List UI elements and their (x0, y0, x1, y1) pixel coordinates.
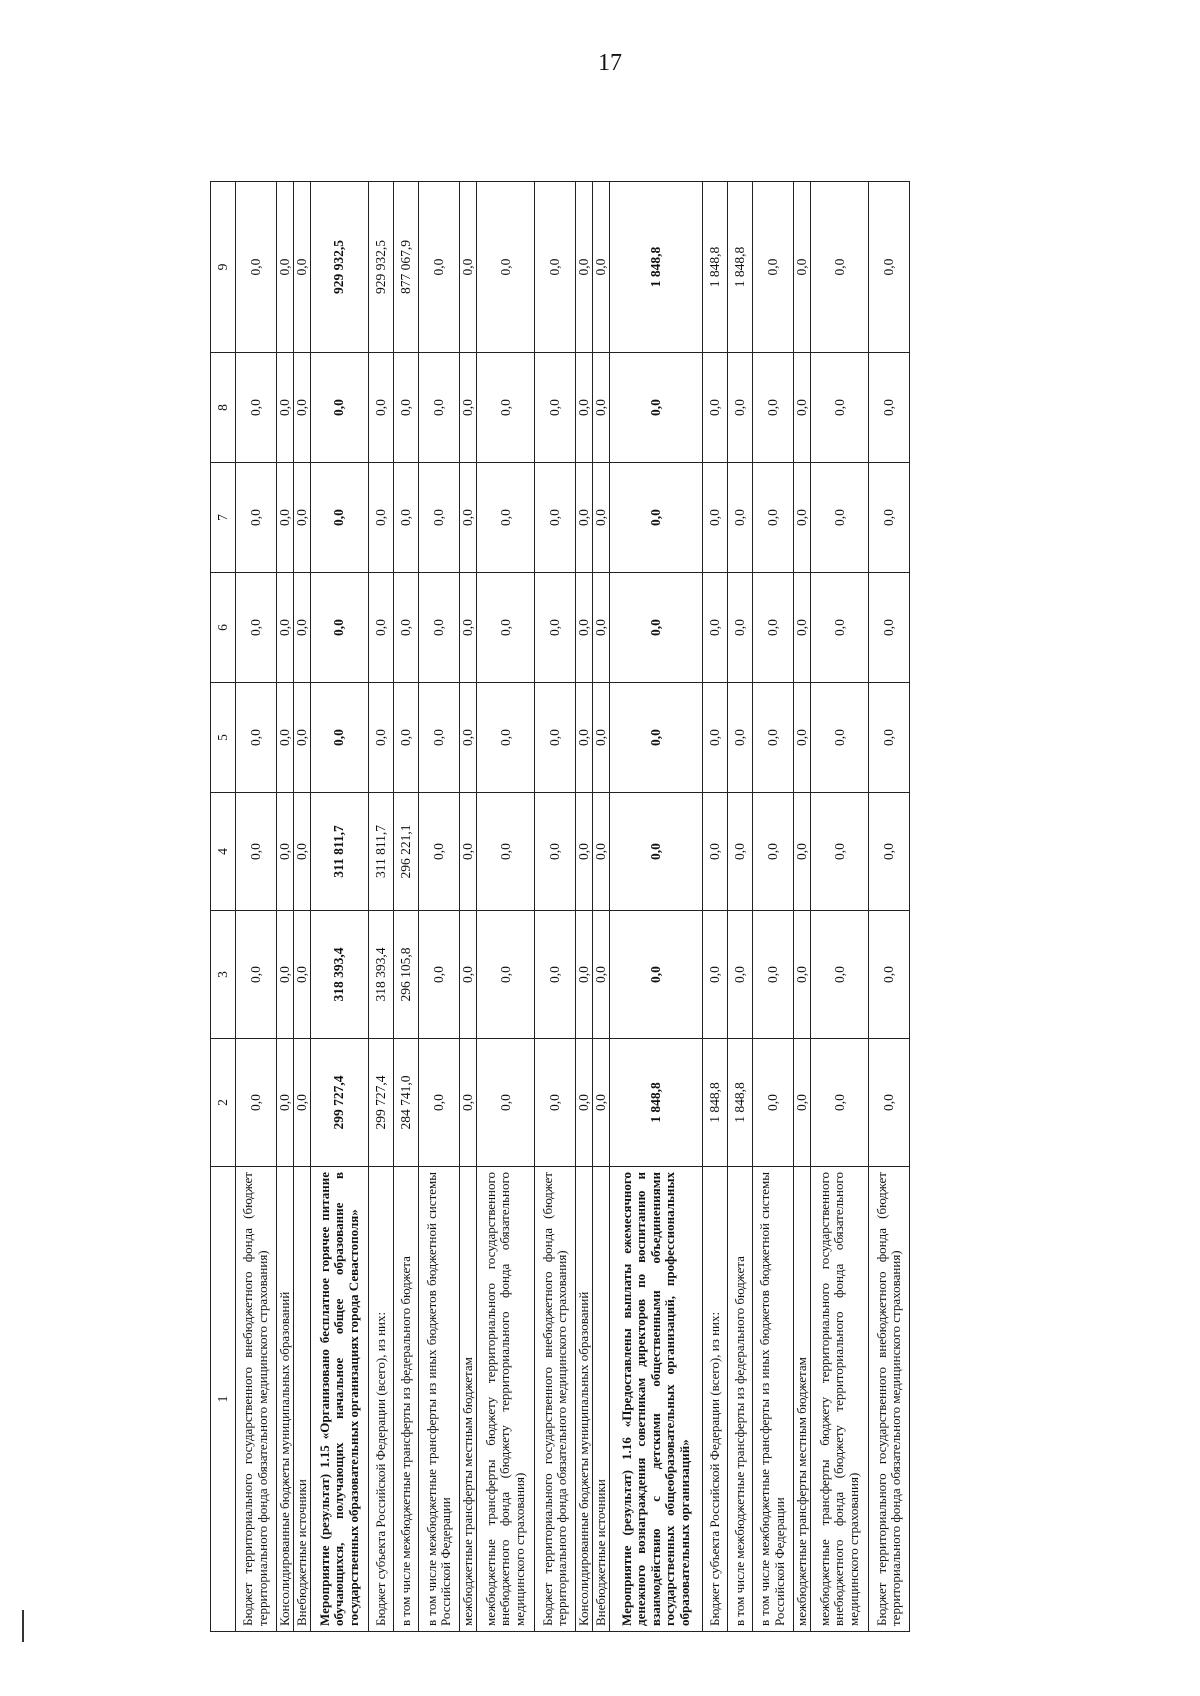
value-cell: 0,0 (459, 793, 476, 911)
value-cell: 0,0 (592, 463, 609, 573)
value-cell: 0,0 (793, 793, 810, 911)
value-cell: 0,0 (702, 683, 727, 793)
value-cell: 0,0 (810, 463, 868, 573)
value-cell: 0,0 (592, 1039, 609, 1167)
value-cell: 0,0 (728, 353, 753, 463)
value-cell: 0,0 (609, 463, 702, 573)
value-cell: 0,0 (810, 1039, 868, 1167)
value-cell: 0,0 (793, 683, 810, 793)
value-cell: 0,0 (276, 683, 293, 793)
value-cell: 0,0 (793, 182, 810, 353)
value-cell: 0,0 (575, 573, 592, 683)
value-cell: 0,0 (702, 573, 727, 683)
value-cell: 0,0 (575, 1039, 592, 1167)
row-label: Бюджет территориального государственного внебюджетного фонда (бюджет территориального фонда обязательного медицинского страхования) (535, 1167, 576, 1632)
value-cell: 0,0 (575, 353, 592, 463)
value-cell: 0,0 (236, 683, 277, 793)
value-cell: 0,0 (419, 1039, 460, 1167)
value-cell: 0,0 (592, 683, 609, 793)
row-label: в том числе межбюджетные трансферты из иных бюджетов бюджетной системы Российской Федерации (753, 1167, 794, 1632)
value-cell: 0,0 (293, 911, 310, 1039)
table-row (609, 182, 702, 1632)
value-cell: 0,0 (592, 353, 609, 463)
value-cell: 0,0 (476, 353, 534, 463)
value-cell: 0,0 (476, 463, 534, 573)
value-cell: 929 932,5 (310, 182, 368, 353)
value-cell: 0,0 (810, 182, 868, 353)
table-row (810, 182, 868, 1632)
value-cell: 0,0 (702, 793, 727, 911)
value-cell: 0,0 (293, 353, 310, 463)
value-cell: 0,0 (293, 182, 310, 353)
header-cell: 7 (211, 463, 236, 573)
table-row (276, 182, 293, 1632)
value-cell: 0,0 (394, 463, 419, 573)
value-cell: 0,0 (869, 793, 910, 911)
value-cell: 0,0 (236, 463, 277, 573)
value-cell: 0,0 (394, 353, 419, 463)
value-cell: 0,0 (810, 793, 868, 911)
value-cell: 0,0 (535, 1039, 576, 1167)
row-label: Внебюджетные источники (293, 1167, 310, 1632)
value-cell: 1 848,8 (728, 1039, 753, 1167)
value-cell: 0,0 (575, 463, 592, 573)
value-cell: 0,0 (810, 911, 868, 1039)
value-cell: 0,0 (293, 463, 310, 573)
value-cell: 0,0 (535, 353, 576, 463)
value-cell: 0,0 (753, 683, 794, 793)
table-row (293, 182, 310, 1632)
value-cell: 296 221,1 (394, 793, 419, 911)
value-cell: 0,0 (793, 573, 810, 683)
value-cell: 0,0 (575, 182, 592, 353)
value-cell: 0,0 (535, 573, 576, 683)
value-cell: 0,0 (810, 683, 868, 793)
row-label: Мероприятие (результат) 1.15 «Организовано бесплатное горячее питание обучающихся, получающих начальное общее образование в государственных образовательных организациях города Севастополя» (310, 1167, 368, 1632)
value-cell: 0,0 (753, 911, 794, 1039)
value-cell: 318 393,4 (368, 911, 393, 1039)
value-cell: 1 848,8 (609, 182, 702, 353)
page-number: 17 (598, 50, 622, 76)
value-cell: 0,0 (575, 793, 592, 911)
value-cell: 0,0 (310, 573, 368, 683)
value-cell: 0,0 (368, 683, 393, 793)
value-cell: 0,0 (276, 353, 293, 463)
value-cell: 0,0 (236, 353, 277, 463)
value-cell: 0,0 (609, 911, 702, 1039)
value-cell: 0,0 (476, 793, 534, 911)
value-cell: 311 811,7 (310, 793, 368, 911)
table-row (368, 182, 393, 1632)
value-cell: 0,0 (869, 683, 910, 793)
value-cell: 0,0 (419, 793, 460, 911)
value-cell: 0,0 (236, 911, 277, 1039)
value-cell: 0,0 (609, 683, 702, 793)
header-cell: 8 (211, 353, 236, 463)
value-cell: 0,0 (810, 353, 868, 463)
value-cell: 0,0 (702, 353, 727, 463)
value-cell: 0,0 (236, 1039, 277, 1167)
row-label: Бюджет субъекта Российской Федерации (всего), из них: (368, 1167, 393, 1632)
value-cell: 0,0 (459, 353, 476, 463)
value-cell: 0,0 (753, 463, 794, 573)
value-cell: 0,0 (310, 353, 368, 463)
value-cell: 0,0 (459, 683, 476, 793)
value-cell: 0,0 (753, 1039, 794, 1167)
row-label: Бюджет территориального государственного внебюджетного фонда (бюджет территориального фонда обязательного медицинского страхования) (236, 1167, 277, 1632)
value-cell: 0,0 (276, 182, 293, 353)
value-cell: 0,0 (276, 911, 293, 1039)
value-cell: 0,0 (869, 353, 910, 463)
value-cell: 0,0 (459, 463, 476, 573)
value-cell: 0,0 (459, 911, 476, 1039)
value-cell: 311 811,7 (368, 793, 393, 911)
value-cell: 0,0 (419, 353, 460, 463)
value-cell: 1 848,8 (728, 182, 753, 353)
row-label: Бюджет субъекта Российской Федерации (всего), из них: (702, 1167, 727, 1632)
value-cell: 0,0 (276, 793, 293, 911)
value-cell: 0,0 (236, 573, 277, 683)
value-cell: 0,0 (419, 911, 460, 1039)
header-cell: 3 (211, 911, 236, 1039)
row-label: в том числе межбюджетные трансферты из федерального бюджета (728, 1167, 753, 1632)
table-row (310, 182, 368, 1632)
table-row (419, 182, 460, 1632)
value-cell: 0,0 (368, 573, 393, 683)
row-label: Консолидированные бюджеты муниципальных образований (575, 1167, 592, 1632)
value-cell: 0,0 (728, 463, 753, 573)
value-cell: 0,0 (276, 1039, 293, 1167)
value-cell: 0,0 (869, 463, 910, 573)
value-cell: 318 393,4 (310, 911, 368, 1039)
value-cell: 0,0 (793, 911, 810, 1039)
row-label: Консолидированные бюджеты муниципальных образований (276, 1167, 293, 1632)
value-cell: 0,0 (535, 463, 576, 573)
value-cell: 0,0 (419, 683, 460, 793)
value-cell: 284 741,0 (394, 1039, 419, 1167)
value-cell: 0,0 (702, 463, 727, 573)
value-cell: 0,0 (276, 573, 293, 683)
value-cell: 0,0 (276, 463, 293, 573)
value-cell: 0,0 (459, 1039, 476, 1167)
value-cell: 877 067,9 (394, 182, 419, 353)
header-cell: 9 (211, 182, 236, 353)
value-cell: 0,0 (476, 911, 534, 1039)
header-cell: 6 (211, 573, 236, 683)
row-label: межбюджетные трансферты местным бюджетам (459, 1167, 476, 1632)
value-cell: 0,0 (476, 1039, 534, 1167)
value-cell: 0,0 (419, 182, 460, 353)
value-cell: 0,0 (592, 182, 609, 353)
value-cell: 0,0 (236, 182, 277, 353)
table-row (702, 182, 727, 1632)
value-cell: 0,0 (419, 573, 460, 683)
row-label: межбюджетные трансферты бюджету территориального государственного внебюджетного фонда (бюджету территориального фонда обязательного медицинского страхования) (476, 1167, 534, 1632)
value-cell: 299 727,4 (310, 1039, 368, 1167)
value-cell: 0,0 (535, 793, 576, 911)
row-label: межбюджетные трансферты бюджету территориального государственного внебюджетного фонда (бюджету территориального фонда обязательного медицинского страхования) (810, 1167, 868, 1632)
value-cell: 1 848,8 (702, 1039, 727, 1167)
value-cell: 0,0 (753, 573, 794, 683)
value-cell: 0,0 (293, 683, 310, 793)
value-cell: 0,0 (476, 573, 534, 683)
table-row (793, 182, 810, 1632)
value-cell: 0,0 (236, 793, 277, 911)
value-cell: 0,0 (535, 683, 576, 793)
value-cell: 0,0 (535, 182, 576, 353)
value-cell: 0,0 (592, 793, 609, 911)
value-cell: 0,0 (394, 573, 419, 683)
table-row (476, 182, 534, 1632)
value-cell: 0,0 (293, 573, 310, 683)
value-cell: 0,0 (368, 463, 393, 573)
value-cell: 0,0 (592, 911, 609, 1039)
table-row (236, 182, 277, 1632)
value-cell: 929 932,5 (368, 182, 393, 353)
value-cell: 0,0 (476, 182, 534, 353)
margin-mark (22, 1610, 24, 1642)
header-cell: 5 (211, 683, 236, 793)
row-label: Бюджет территориального государственного внебюджетного фонда (бюджет территориального фонда обязательного медицинского страхования) (869, 1167, 910, 1632)
value-cell: 0,0 (793, 463, 810, 573)
table-row (459, 182, 476, 1632)
value-cell: 0,0 (753, 353, 794, 463)
value-cell: 0,0 (753, 793, 794, 911)
value-cell: 0,0 (310, 683, 368, 793)
table-row (575, 182, 592, 1632)
value-cell: 0,0 (476, 683, 534, 793)
row-label: Внебюджетные источники (592, 1167, 609, 1632)
value-cell: 0,0 (592, 573, 609, 683)
value-cell: 0,0 (368, 353, 393, 463)
value-cell: 0,0 (869, 1039, 910, 1167)
value-cell: 0,0 (293, 1039, 310, 1167)
value-cell: 0,0 (609, 353, 702, 463)
table-row (592, 182, 609, 1632)
rotated-table-wrapper (210, 182, 910, 1632)
value-cell: 0,0 (793, 353, 810, 463)
value-cell: 0,0 (609, 573, 702, 683)
table-row (535, 182, 576, 1632)
value-cell: 0,0 (702, 911, 727, 1039)
value-cell: 0,0 (728, 911, 753, 1039)
row-label: в том числе межбюджетные трансферты из федерального бюджета (394, 1167, 419, 1632)
value-cell: 0,0 (869, 573, 910, 683)
value-cell: 0,0 (575, 683, 592, 793)
value-cell: 1 848,8 (609, 1039, 702, 1167)
value-cell: 0,0 (293, 793, 310, 911)
table-row (753, 182, 794, 1632)
header-cell: 4 (211, 793, 236, 911)
value-cell: 0,0 (793, 1039, 810, 1167)
table-row (869, 182, 910, 1632)
budget-table (210, 181, 910, 1632)
value-cell: 0,0 (575, 911, 592, 1039)
value-cell: 0,0 (728, 683, 753, 793)
table-header-row (211, 182, 236, 1632)
value-cell: 0,0 (459, 182, 476, 353)
value-cell: 0,0 (869, 911, 910, 1039)
value-cell: 0,0 (869, 182, 910, 353)
table-row (394, 182, 419, 1632)
value-cell: 0,0 (810, 573, 868, 683)
row-label: в том числе межбюджетные трансферты из иных бюджетов бюджетной системы Российской Федерации (419, 1167, 460, 1632)
value-cell: 0,0 (419, 463, 460, 573)
value-cell: 0,0 (609, 793, 702, 911)
value-cell: 0,0 (728, 793, 753, 911)
header-cell: 2 (211, 1039, 236, 1167)
value-cell: 0,0 (753, 182, 794, 353)
row-label: Мероприятие (результат) 1.16 «Предоставлены выплаты ежемесячного денежного вознаграждения советникам директоров по воспитанию и взаимодействию с детскими общественными объединениями государственных общеобразовательных организаций, профессиональных образовательных организаций» (609, 1167, 702, 1632)
row-label: межбюджетные трансферты местным бюджетам (793, 1167, 810, 1632)
value-cell: 0,0 (459, 573, 476, 683)
header-cell: 1 (211, 1167, 236, 1632)
value-cell: 0,0 (310, 463, 368, 573)
value-cell: 0,0 (728, 573, 753, 683)
table-row (728, 182, 753, 1632)
value-cell: 0,0 (535, 911, 576, 1039)
value-cell: 296 105,8 (394, 911, 419, 1039)
value-cell: 1 848,8 (702, 182, 727, 353)
value-cell: 299 727,4 (368, 1039, 393, 1167)
value-cell: 0,0 (394, 683, 419, 793)
